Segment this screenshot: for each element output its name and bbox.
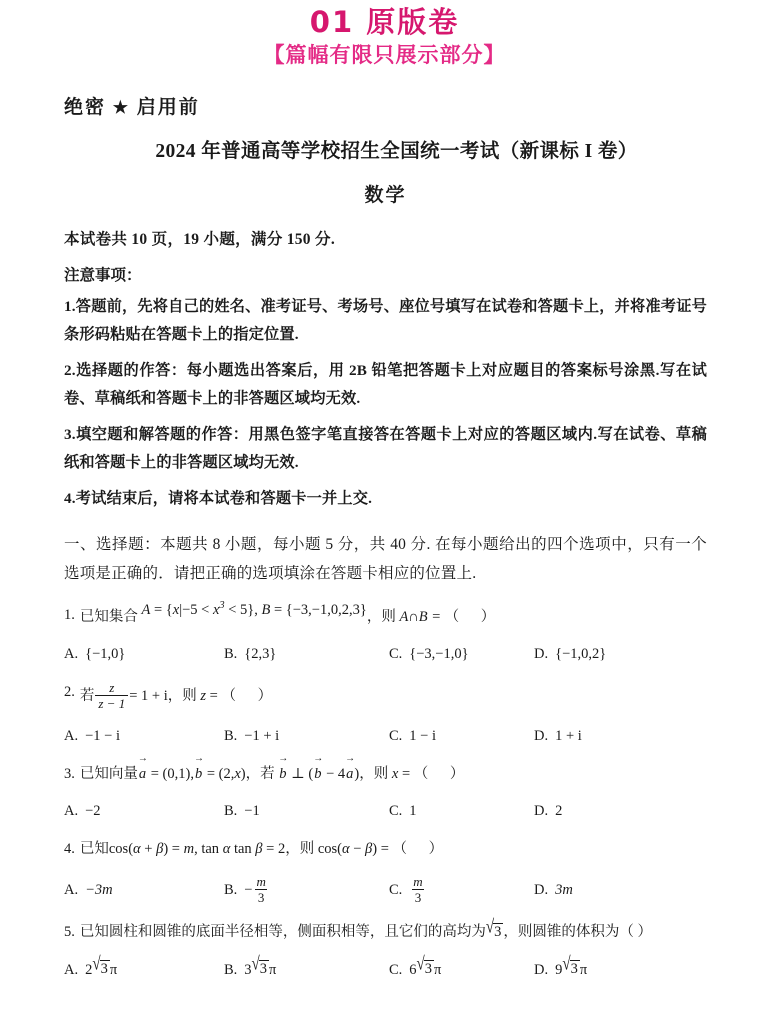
question-5-stem: [64, 917, 707, 944]
question-1: [64, 600, 707, 665]
question-3-number: 3.: [64, 765, 75, 782]
question-4-stem: [64, 839, 707, 861]
document-body: [0, 92, 769, 981]
question-2-options: [64, 727, 707, 747]
question-4-option-c[interactable]: C. $\frac{m}{3}$: [389, 876, 534, 905]
promo-main-title: 01 原版卷: [309, 5, 460, 39]
question-3-text: 已知向量a → = (0,1),b → = (2,x)，若 b → ⊥ (b → − 4a →)，则 x = （ ）: [80, 764, 474, 786]
question-2-answer-blank: （ ）: [221, 687, 282, 704]
question-1-result: A∩B =: [399, 609, 442, 626]
question-4-option-b[interactable]: B. − $\frac{m}{3}$: [224, 876, 389, 905]
question-4-options: [64, 876, 707, 905]
question-2-stem: [64, 679, 707, 711]
question-5-option-c[interactable]: C. 6 √ 3 π: [389, 954, 442, 978]
question-2: [64, 679, 707, 747]
question-1-option-b[interactable]: B. {2,3}: [224, 646, 277, 663]
question-4-number: 4.: [64, 840, 75, 857]
notice-heading: 注意事项：: [64, 266, 142, 284]
question-3-options: [64, 802, 707, 822]
paper-info-line: 本试卷共 10 页，19 小题，满分 150 分.: [64, 230, 336, 248]
question-1-option-d[interactable]: D. {−1,0,2}: [534, 646, 607, 663]
notice-item-2: 2.选择题的作答：每小题选出答案后，用 2B 铅笔把答题卡上对应题目的答案标号涂黑.写在试卷、草稿纸和答题卡上的非答题区域均无效.: [64, 361, 707, 408]
notice-item-3: 3.填空题和解答题的作答：用黑色签字笔直接答在答题卡上对应的答题区域内.写在试卷、草稿纸和答题卡上的非答题区域均无效.: [64, 426, 707, 472]
question-1-option-c[interactable]: C. {−3,−1,0}: [389, 646, 469, 663]
question-5-tail: ，则圆锥的体积为（ ）: [503, 924, 652, 941]
question-2-number: 2.: [64, 683, 75, 700]
question-3-stem: [64, 764, 707, 786]
question-2-option-b[interactable]: B. −1 + i: [224, 728, 280, 745]
subject-title: 数学: [364, 184, 407, 206]
question-4-answer-blank: （ ）: [392, 840, 453, 857]
promo-banner: [0, 0, 769, 70]
question-1-number: 1.: [64, 607, 75, 624]
notice-item-1: 1.答题前，先将自己的姓名、准考证号、考场号、座位号填写在试卷和答题卡上，并将准考证号条形码粘贴在答题卡上的指定位置.: [64, 297, 707, 343]
confidential-line: [64, 92, 707, 119]
question-1-text: 已知集合 $A = \{x|-5 < x^3 < 5\}$, B = {−3,−1,0,2,3}，则 A∩B = （ ）: [79, 600, 505, 626]
question-2-lead: 若: [79, 687, 95, 704]
question-1-set-a-name: A: [141, 602, 151, 619]
vector-a-icon: a →: [138, 764, 147, 786]
question-5-number: 5.: [64, 924, 75, 941]
question-5-options: [64, 954, 707, 980]
question-5-option-b[interactable]: B. 3 √ 3 π: [224, 954, 277, 978]
question-4-lead: 已知: [79, 840, 109, 857]
question-3: [64, 764, 707, 822]
question-4: [64, 839, 707, 906]
question-4-option-a-value: −3m: [85, 882, 113, 899]
question-4-option-a[interactable]: A. −3m: [64, 882, 113, 899]
question-5-option-d[interactable]: D. 9 √ 3 π: [534, 954, 588, 978]
question-2-fraction: $\frac{z}{z - 1}$: [95, 681, 128, 710]
question-5-lead: 已知圆柱和圆锥的底面半径相等，侧面积相等，且它们的高均为: [79, 924, 486, 941]
confidential-label: 绝密: [64, 96, 107, 118]
vector-b-icon: b →: [194, 764, 203, 786]
exam-title: 2024 年普通高等学校招生全国统一考试（新课标 I 卷）: [155, 140, 638, 162]
question-2-option-a[interactable]: A. −1 − i: [64, 728, 120, 745]
question-5: [64, 917, 707, 980]
question-1-then: 则: [381, 609, 396, 626]
question-3-option-a[interactable]: A. −2: [64, 803, 101, 820]
section-heading-choice: 一、选择题：本题共 8 小题，每小题 5 分，共 40 分. 在每小题给出的四个选项中，只有一个选项是正确的．请把正确的选项填涂在答题卡相应的位置上.: [64, 535, 707, 582]
question-1-option-a[interactable]: A. {−1,0}: [64, 646, 126, 663]
question-2-text: 若 $\frac{z}{z - 1}$ = 1 + i，则 z = （ ）: [79, 679, 282, 711]
question-3-option-b[interactable]: B. −1: [224, 803, 260, 820]
question-2-option-c[interactable]: C. 1 − i: [389, 728, 437, 745]
vector-b3-icon: b →: [313, 764, 322, 786]
question-5-text: [79, 917, 652, 944]
question-4-option-c-fraction: $\frac{m}{3}$: [413, 874, 423, 906]
question-1-lead: 已知集合: [79, 609, 138, 626]
question-4-option-d-value: 3m: [555, 882, 573, 899]
question-2-option-d[interactable]: D. 1 + i: [534, 728, 582, 745]
question-5-option-a[interactable]: A. 2 √ 3 π: [64, 954, 118, 978]
promo-subtitle: 【篇幅有限只展示部分】: [263, 43, 506, 68]
question-1-set-b-name: B: [261, 602, 271, 619]
question-3-lead: 已知向量: [79, 765, 138, 782]
question-4-option-d[interactable]: D. 3m: [534, 882, 573, 899]
question-1-answer-blank: （ ）: [444, 609, 505, 626]
notice-item-4: 4.考试结束后，请将本试卷和答题卡一并上交.: [64, 490, 373, 508]
question-3-answer-blank: （ ）: [413, 765, 474, 782]
question-5-sqrt: √ 3: [485, 917, 502, 941]
question-3-option-d[interactable]: D. 2: [534, 803, 563, 820]
vector-a2-icon: a →: [345, 764, 354, 786]
question-3-option-c[interactable]: C. 1: [389, 803, 417, 820]
question-1-stem: [64, 600, 707, 629]
before-use-label: 启用前: [136, 96, 200, 118]
question-1-options: [64, 645, 707, 665]
star-icon: ★: [112, 97, 131, 117]
question-4-text: 已知cos(α + β) = m, tan α tan β = 2，则 cos(α − β) = （ ）: [79, 840, 453, 857]
vector-b2-icon: b →: [278, 764, 287, 786]
question-4-option-b-fraction: $\frac{m}{3}$: [256, 874, 266, 906]
